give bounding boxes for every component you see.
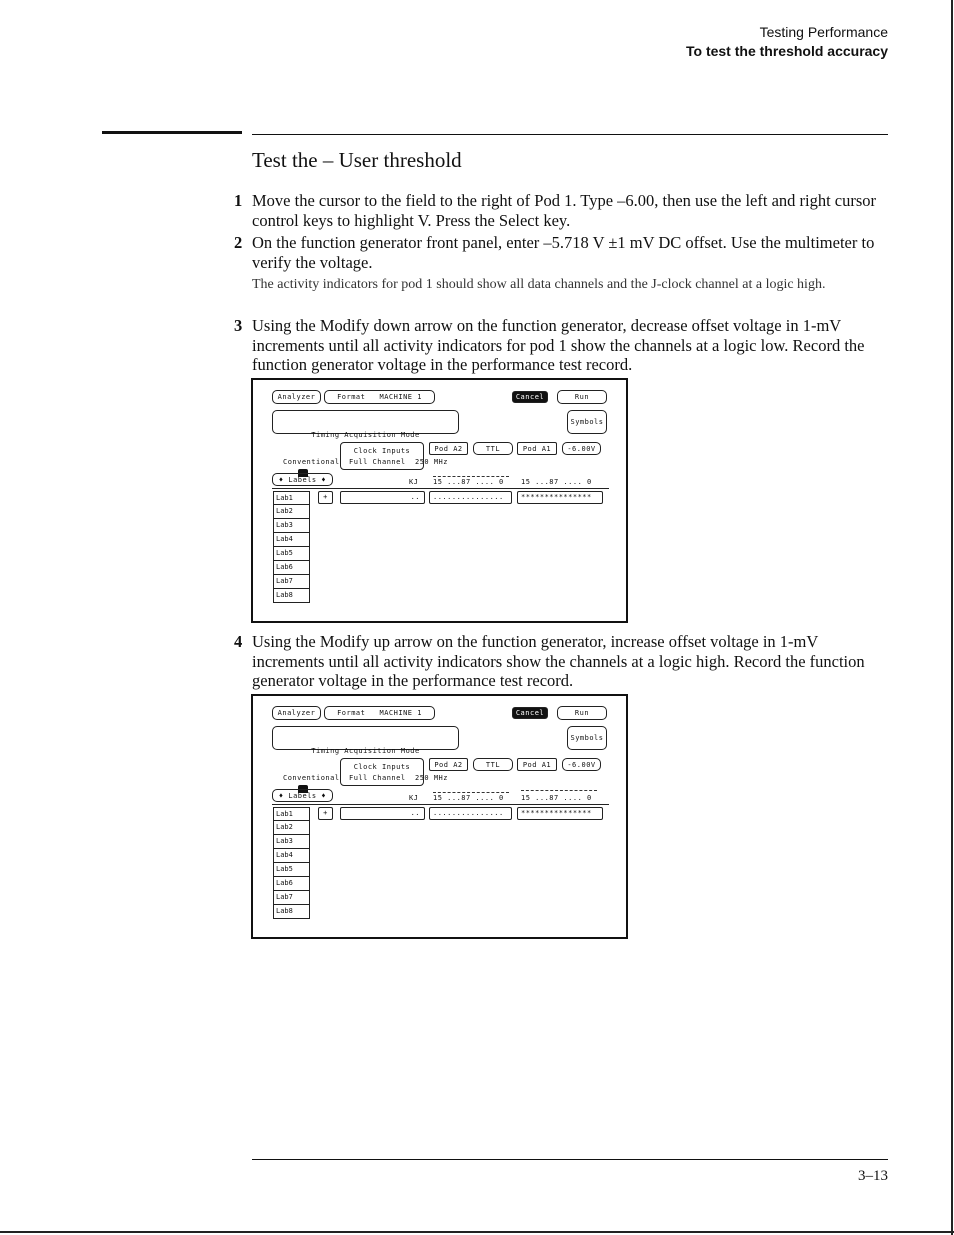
- run-button[interactable]: Run: [557, 390, 607, 404]
- running-header-section: To test the threshold accuracy: [685, 43, 888, 59]
- label-item[interactable]: Lab5: [273, 547, 310, 561]
- step-note: The activity indicators for pod 1 should show all data channels and the J-clock channel at a logic high.: [252, 277, 826, 292]
- pod-a2-bit-labels: 15 ...87 .... 0: [433, 478, 504, 486]
- page-border-right: [951, 0, 953, 1235]
- step-text: Using the Modify up arrow on the function generator, increase offset voltage in 1-mV increments until all activity indicators show the channels at a logic high. Record the function generator voltage in the performance test record.: [252, 632, 865, 690]
- run-button[interactable]: Run: [557, 706, 607, 720]
- step-3: [234, 316, 882, 375]
- kj-clock-label: KJ: [409, 794, 419, 802]
- step-text: Using the Modify down arrow on the function generator, decrease offset voltage in 1-mV increments until all activity indicators for pod 1 show the channels at a logic low. Record the function generator voltage in the performance test record.: [252, 316, 865, 374]
- format-button[interactable]: Format MACHINE 1: [324, 706, 435, 720]
- label-item[interactable]: Lab4: [273, 849, 310, 863]
- step-number: 3: [234, 316, 243, 335]
- user-threshold-field[interactable]: -6.00V: [562, 442, 601, 455]
- pod-a1-bit-labels: 15 ...87 .... 0: [521, 478, 592, 486]
- pod-a1-bit-labels: 15 ...87 .... 0: [521, 794, 592, 802]
- section-title: Test the – User threshold: [252, 148, 462, 172]
- pod-a1-bit-bracket: [521, 790, 597, 791]
- step-4: [234, 632, 882, 691]
- user-threshold-field[interactable]: -6.00V: [562, 758, 601, 771]
- cancel-button[interactable]: Cancel: [512, 391, 548, 403]
- pod-a2-button[interactable]: Pod A2: [429, 442, 468, 455]
- pod-a1-button[interactable]: Pod A1: [517, 758, 557, 771]
- step-number: 2: [234, 233, 243, 252]
- labels-button[interactable]: ♦ Labels ♦: [272, 473, 333, 486]
- pod-a1-assignment-field[interactable]: ***************: [517, 491, 603, 504]
- ttl-threshold-button[interactable]: TTL: [473, 758, 513, 771]
- label-item[interactable]: Lab5: [273, 863, 310, 877]
- pod-a1-assignment-field[interactable]: ***************: [517, 807, 603, 820]
- label-item[interactable]: Lab6: [273, 877, 310, 891]
- pod-a2-button[interactable]: Pod A2: [429, 758, 468, 771]
- symbols-button[interactable]: Symbols: [567, 410, 607, 434]
- kj-clock-label: KJ: [409, 478, 419, 486]
- pod-a2-assignment-field[interactable]: ...............: [429, 491, 512, 504]
- polarity-field[interactable]: +: [318, 807, 333, 820]
- clock-inputs-box[interactable]: Clock Inputs: [340, 442, 424, 470]
- label-item[interactable]: Lab6: [273, 561, 310, 575]
- label-item[interactable]: Lab7: [273, 575, 310, 589]
- step-number: 1: [234, 191, 243, 210]
- footer-rule: [252, 1159, 888, 1160]
- label-item[interactable]: Lab2: [273, 505, 310, 519]
- pod-a2-bit-bracket: [433, 476, 509, 477]
- clock-inputs-box[interactable]: Clock Inputs: [340, 758, 424, 786]
- running-header-chapter: Testing Performance: [759, 24, 888, 40]
- step-number: 4: [234, 632, 243, 651]
- label-list: [273, 491, 310, 603]
- label-item[interactable]: Lab4: [273, 533, 310, 547]
- mode-line-1: Timing Acquisition Mode: [311, 431, 420, 439]
- pod-a2-bit-labels: 15 ...87 .... 0: [433, 794, 504, 802]
- page-number: 3–13: [858, 1168, 888, 1184]
- header-divider: [272, 488, 609, 489]
- label-item[interactable]: Lab3: [273, 835, 310, 849]
- label-item[interactable]: Lab8: [273, 589, 310, 603]
- label-item[interactable]: Lab2: [273, 821, 310, 835]
- labels-button[interactable]: ♦ Labels ♦: [272, 789, 333, 802]
- step-1: [234, 191, 882, 230]
- cancel-button[interactable]: Cancel: [512, 707, 548, 719]
- step-text: Move the cursor to the field to the right of Pod 1. Type –6.00, then use the left and right cursor control keys to highlight V. Press the Select key.: [252, 191, 877, 230]
- analyzer-screen-logic-high: [251, 694, 628, 939]
- section-rule-thick: [102, 131, 242, 134]
- label-item[interactable]: Lab1: [273, 491, 310, 505]
- clock-assignment-field[interactable]: ..: [340, 491, 425, 504]
- analyzer-button[interactable]: Analyzer: [272, 390, 321, 404]
- header-divider: [272, 804, 609, 805]
- mode-line-2: Conventional Full Channel 250 MHz: [282, 458, 448, 466]
- clock-assignment-field[interactable]: ..: [340, 807, 425, 820]
- format-button[interactable]: Format MACHINE 1: [324, 390, 435, 404]
- mode-line-1: Timing Acquisition Mode: [311, 747, 420, 755]
- polarity-field[interactable]: +: [318, 491, 333, 504]
- pod-a2-bit-bracket: [433, 792, 509, 793]
- label-list: [273, 807, 310, 919]
- page-border-bottom: [0, 1231, 954, 1233]
- label-item[interactable]: Lab8: [273, 905, 310, 919]
- pod-a2-assignment-field[interactable]: ...............: [429, 807, 512, 820]
- label-item[interactable]: Lab7: [273, 891, 310, 905]
- step-2: [234, 233, 882, 272]
- ttl-threshold-button[interactable]: TTL: [473, 442, 513, 455]
- label-item[interactable]: Lab3: [273, 519, 310, 533]
- analyzer-screen-logic-low: [251, 378, 628, 623]
- section-rule-thin: [252, 134, 888, 135]
- label-item[interactable]: Lab1: [273, 807, 310, 821]
- mode-line-2: Conventional Full Channel 250 MHz: [282, 774, 448, 782]
- step-text: On the function generator front panel, enter –5.718 V ±1 mV DC offset. Use the multimeter to verify the voltage.: [252, 233, 875, 272]
- pod-a1-button[interactable]: Pod A1: [517, 442, 557, 455]
- analyzer-button[interactable]: Analyzer: [272, 706, 321, 720]
- symbols-button[interactable]: Symbols: [567, 726, 607, 750]
